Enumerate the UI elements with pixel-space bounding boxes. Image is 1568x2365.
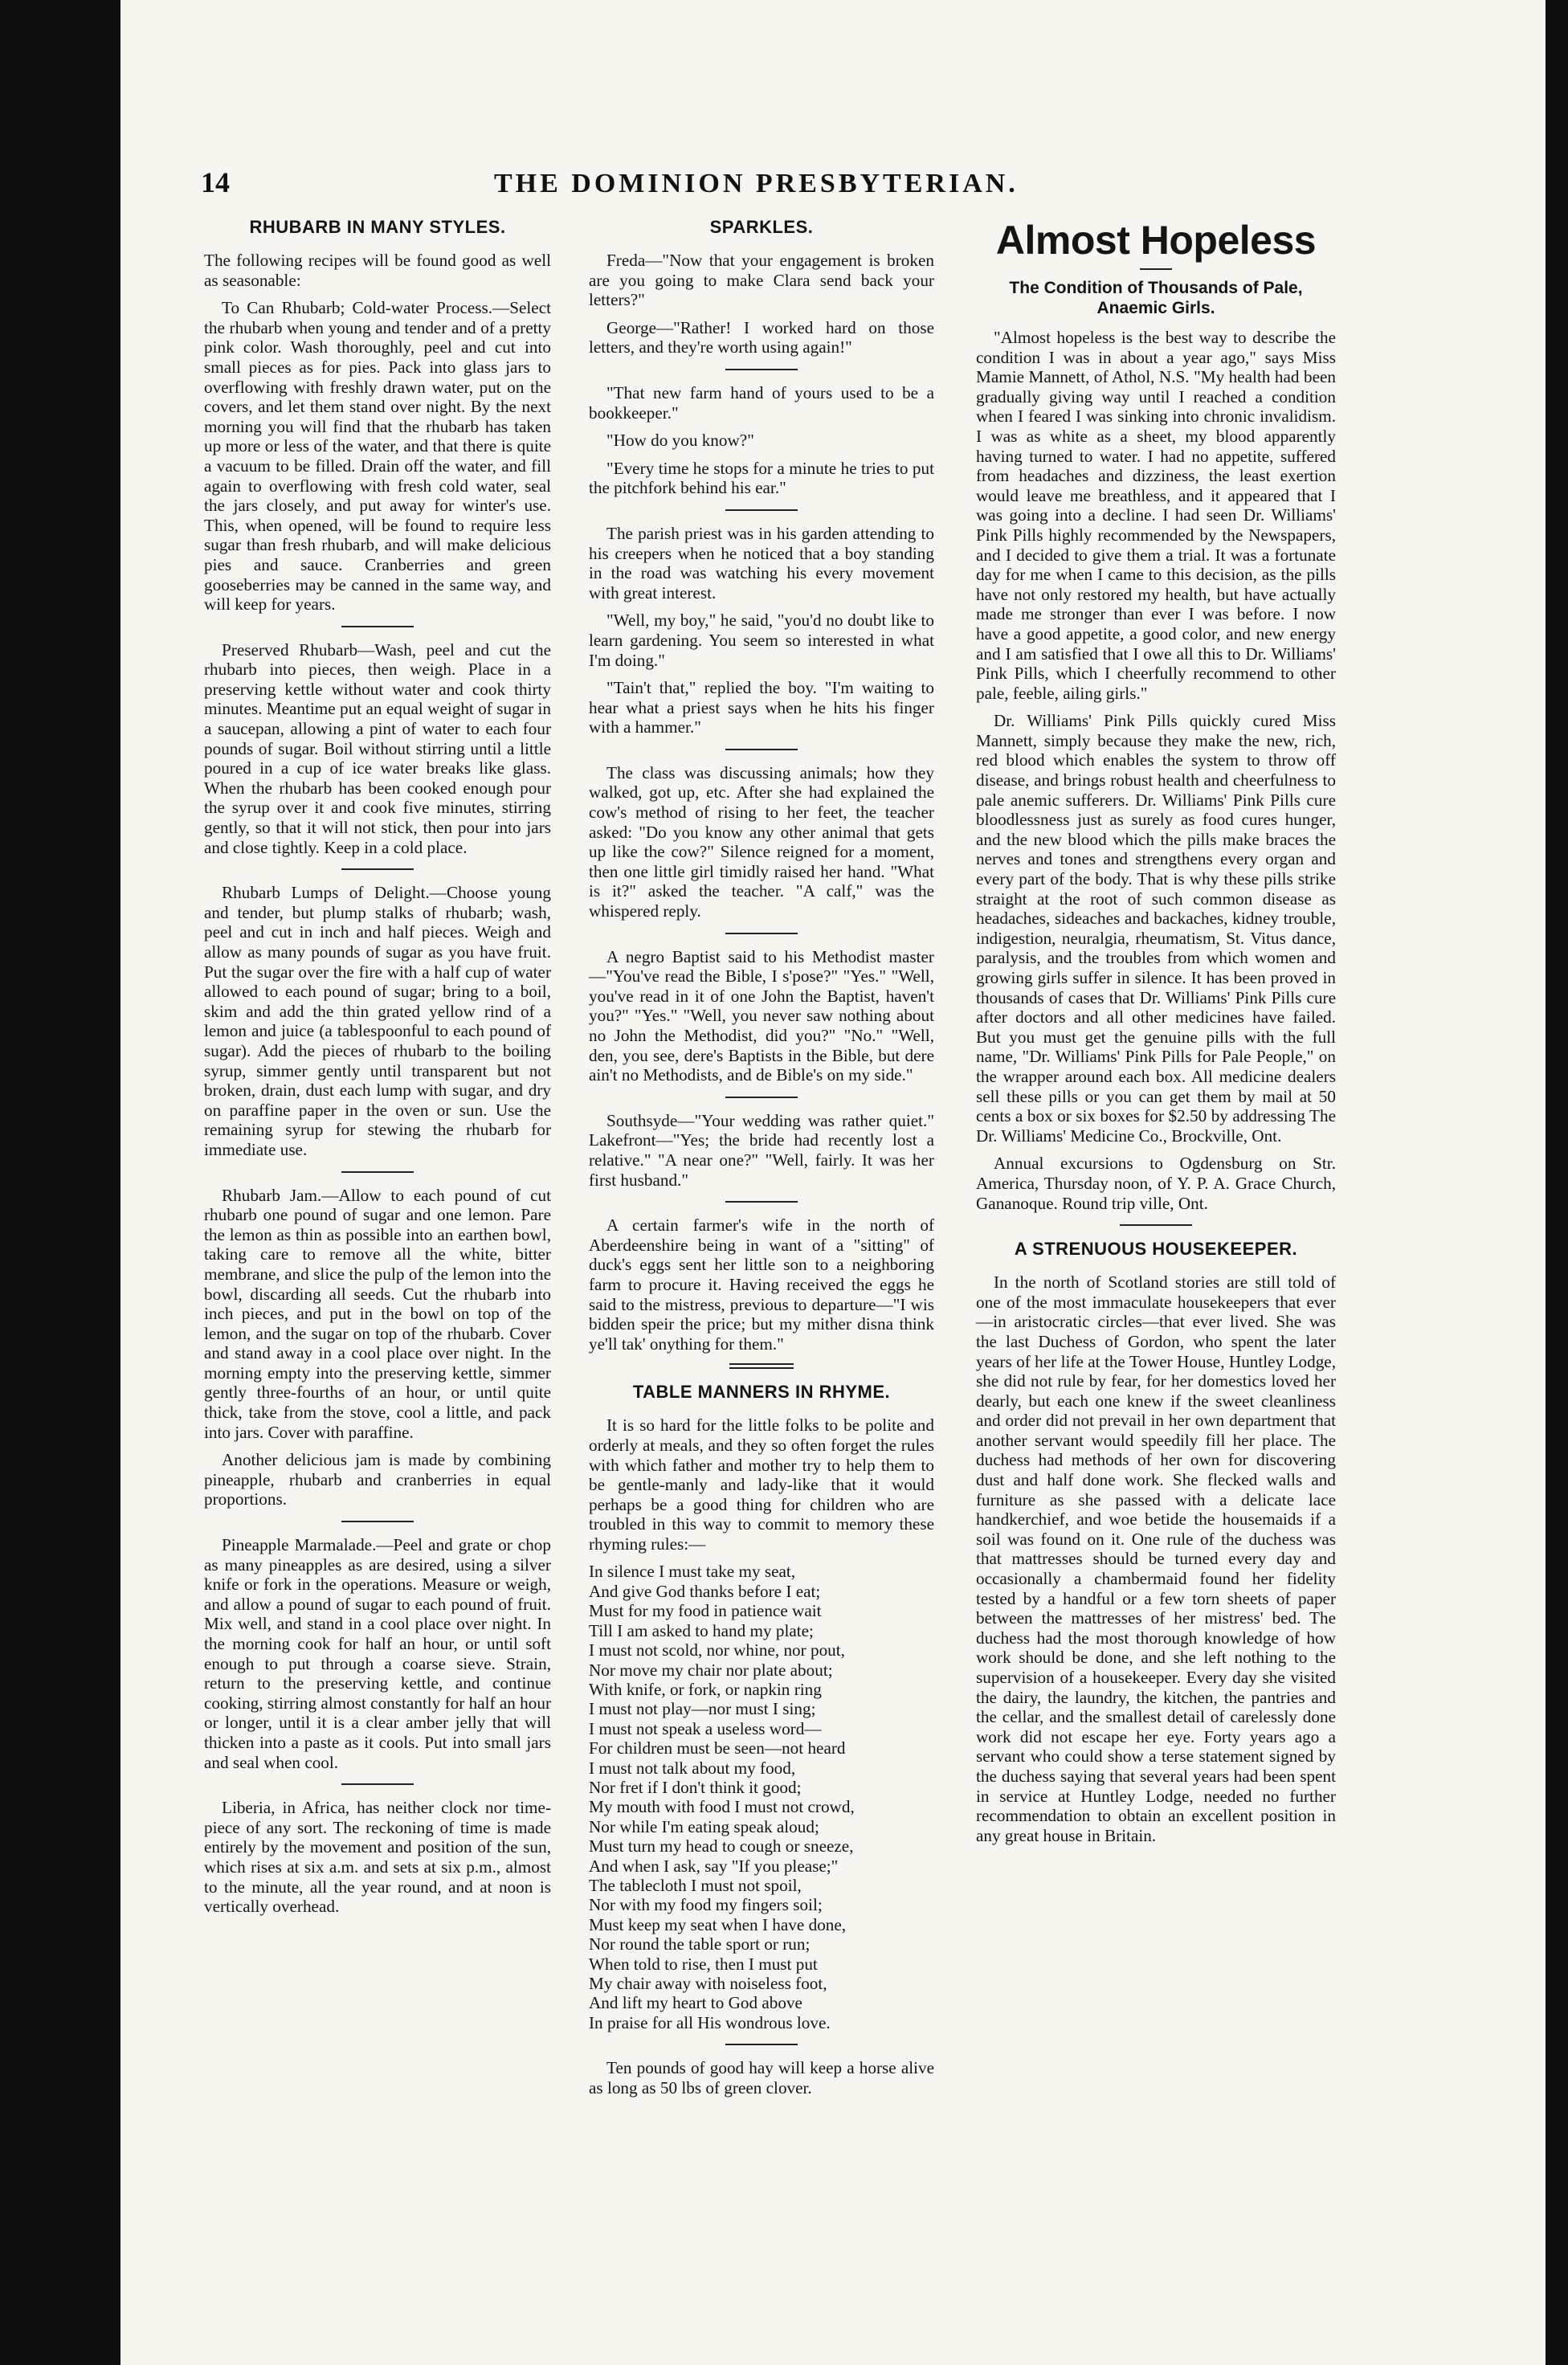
- advertisement-headline: Almost Hopeless: [995, 218, 1317, 263]
- divider: [725, 749, 798, 750]
- verse-line: Must turn my head to cough or sneeze,: [589, 1836, 854, 1856]
- verse-line: Nor round the table sport or run;: [589, 1934, 811, 1954]
- verse-line: And give God thanks before I eat;: [589, 1581, 821, 1601]
- article-title-rhubarb: RHUBARB IN MANY STYLES.: [249, 217, 506, 237]
- paragraph: The parish priest was in his garden attending to his creepers when he noticed that a boy standing in the road was watching his every movement with great interest.: [589, 523, 934, 602]
- divider: [725, 1097, 798, 1098]
- paragraph: Southsyde—"Your wedding was rather quiet." Lakefront—"Yes; the bride had recently lost a relative." "A near one?" "Well, fairly. It was her first husband.": [589, 1110, 934, 1190]
- advertisement-subhead: The Condition of Thousands of Pale, Anaemic Girls.: [1009, 279, 1303, 317]
- column-1: [204, 217, 551, 1925]
- verse-line: And when I ask, say "If you please;": [589, 1856, 839, 1876]
- divider: [725, 933, 798, 934]
- paragraph: Rhubarb Lumps of Delight.—Choose young and tender, but plump stalks of rhubarb; wash, peel and cut in inch and half pieces. Weigh and allow as many pounds of sugar as you have fruit. Put the sugar over the fire with a half cup of water allowed to each pound of sugar; bring to a boil, skim and add the thin grated yellow rind of a lemon and juice (a tablespoonful to each pound of sugar). Add the pieces of rhubarb to the boiling syrup, simmer gently until transparent but not broken, drain, dust each lump with sugar, and dry on paraffine paper in the oven or sun. Use the remaining syrup for stewing the rhubarb for immediate use.: [204, 883, 551, 1159]
- verse-line: And lift my heart to God above: [589, 1993, 802, 2013]
- page-number: 14: [201, 166, 230, 198]
- paragraph: In the north of Scotland stories are still told of one of the most immaculate housekeepers that ever—in aristocratic circles—that ever lived. She was the last Duchess of Gordon, who spent the later years of her life at the Tower House, Huntley Lodge, she did not rule by fear, for her domestics loved her dearly, but each one knew if the sweet cleanliness and order did not prevail in her own department that another servant would speedily fill her place. The duchess had methods of her own for discovering dust and half done work. She flecked walls and furniture as she passed with a delicate lace handkerchief, and woe betide the housemaids if a soil was found on it. One rule of the duchess was that mattresses should be turned every day and occasionally a chambermaid found her fidelity tested by a handful or a few torn sheets of paper between the mattresses of her mistress' bed. The duchess had the most thorough knowledge of how work should be done, and she left nothing to the supervision of a housekeeper. Every day she visited the dairy, the laundry, the kitchen, the pantries and the cellar, and the smallest detail of carelessly done work did not escape her eye. Forty years ago a servant who could show a terse statement signed by the duchess saying that several years had been spent in service at Huntley Lodge, needed no further recommendation to obtain an excellent position in any great house in Britain.: [976, 1272, 1336, 1845]
- divider: [341, 1783, 414, 1785]
- verse-line: Nor while I'm eating speak aloud;: [589, 1816, 819, 1836]
- verse-line: In silence I must take my seat,: [589, 1562, 796, 1582]
- verse-line: I must not speak a useless word—: [589, 1718, 822, 1738]
- divider: [725, 369, 798, 370]
- verse-line: I must not scold, nor whine, nor pout,: [589, 1640, 845, 1660]
- paragraph: Another delicious jam is made by combining pineapple, rhubarb and cranberries in equal proportions.: [204, 1450, 551, 1509]
- verse-line: Nor move my chair nor plate about;: [589, 1660, 833, 1680]
- divider: [725, 1201, 798, 1203]
- verse-line: When told to rise, then I must put: [589, 1954, 818, 1974]
- verse-line: The tablecloth I must not spoil,: [589, 1875, 802, 1895]
- verse-line: Nor with my food my fingers soil;: [589, 1895, 823, 1915]
- divider: [341, 626, 414, 627]
- divider: [725, 509, 798, 511]
- column-3: [976, 217, 1336, 1853]
- article-title-housekeeper: A STRENUOUS HOUSEKEEPER.: [1014, 1239, 1298, 1260]
- scan-edge: [1546, 0, 1557, 2365]
- paragraph: "How do you know?": [606, 431, 754, 451]
- article-title-sparkles: SPARKLES.: [709, 217, 814, 237]
- divider: [1140, 268, 1172, 270]
- verse-line: I must not play—nor must I sing;: [589, 1699, 816, 1719]
- divider: [341, 1171, 414, 1173]
- paragraph: The following recipes will be found good as well as seasonable:: [204, 251, 551, 290]
- double-divider: [729, 1363, 794, 1369]
- verse-line: In praise for all His wondrous love.: [589, 2012, 831, 2032]
- masthead: THE DOMINION PRESBYTERIAN.: [494, 169, 1019, 198]
- paragraph: A negro Baptist said to his Methodist master—"You've read the Bible, I s'pose?" "Yes." "Well, you've read in it of one John the Baptist, haven't you?" "Yes." "Well, you never saw nothing about no John the Methodist, did you?" "No." "Well, den, you see, dere's Baptists in the Bible, but dere ain't no Methodists, and de Bible's on my side.": [589, 946, 934, 1085]
- verse-line: Nor fret if I don't think it good;: [589, 1777, 802, 1797]
- verse-line: Must for my food in patience wait: [589, 1601, 822, 1621]
- paragraph: To Can Rhubarb; Cold-water Process.—Select the rhubarb when young and tender and of a pretty pink color. Wash thoroughly, peel and cut into small pieces as for pies. Pack into glass jars to overflowing with freshly drawn water, put on the covers, and let them stand over night. By the next morning you will find that the rhubarb has taken up more or less of the water, and that there is quite a vacuum to be filled. Drain off the water, and fill again to overflowing with fresh cold water, seal the jars closely, and put away for winter's use. This, when opened, will be found to require less sugar than fresh rhubarb, and will make delicious pies and sauce. Cranberries and green gooseberries may be canned in the same way, and will keep for years.: [204, 298, 551, 615]
- paragraph: Rhubarb Jam.—Allow to each pound of cut rhubarb one pound of sugar and one lemon. Pare the lemon as thin as possible into an earthen bowl, taking care to remove all the white, bitter membrane, and slice the pulp of the lemon into the bowl, discarding all seeds. Cut the rhubarb into inch pieces, and put in the bowl on top of the lemon, and the sugar on top of the rhubarb. Cover and stand away in a cool place over night. In the morning empty into the preserving kettle, simmer gently three-fourths of an hour, or until quite thick, take from the stove, cool a little, and pack into jars. Cover with paraffine.: [204, 1185, 551, 1442]
- paragraph: Annual excursions to Ogdensburg on Str. America, Thursday noon, of Y. P. A. Grace Church, Gananoque. Round trip ville, Ont.: [976, 1154, 1336, 1213]
- divider: [1120, 1224, 1192, 1226]
- newspaper-page: [120, 0, 1557, 2365]
- page-header: [201, 165, 1382, 207]
- paragraph: George—"Rather! I worked hard on those letters, and they're worth using again!": [589, 317, 934, 357]
- article-title-table-manners: TABLE MANNERS IN RHYME.: [632, 1382, 891, 1403]
- paragraph: "Well, my boy," he said, "you'd no doubt like to learn gardening. You seem so interested in what I'm doing.": [589, 611, 934, 670]
- verse-line: I must not talk about my food,: [589, 1758, 796, 1778]
- divider: [341, 868, 414, 870]
- paragraph: "Tain't that," replied the boy. "I'm waiting to hear what a priest says when he hits his finger with a hammer.": [589, 678, 934, 737]
- paragraph: "Every time he stops for a minute he tries to put the pitchfork behind his ear.": [589, 458, 934, 498]
- verse-line: My mouth with food I must not crowd,: [589, 1797, 855, 1817]
- paragraph: Ten pounds of good hay will keep a horse alive as long as 50 lbs of green clover.: [589, 2058, 934, 2097]
- paragraph: "That new farm hand of yours used to be a bookkeeper.": [589, 382, 934, 423]
- paragraph: Liberia, in Africa, has neither clock nor time-piece of any sort. The reckoning of time is made entirely by the movement and position of the sun, which rises at six a.m. and sets at six p.m., almost to the minute, all the year round, and at noon is vertically overhead.: [204, 1798, 551, 1917]
- paragraph: Dr. Williams' Pink Pills quickly cured Miss Mannett, simply because they make the new, rich, red blood which enables the system to throw off disease, and brings robust health and cheerfulness to pale anemic sufferers. Dr. Williams' Pink Pills cure bloodlessness just as surely as food cures hunger, and the new blood which the pills make braces the nerves and tones and strengthens every organ and every part of the body. That is why these pills strike straight at the root of such common disease as headaches, sideaches and backaches, kidney trouble, indigestion, neuralgia, rheumatism, St. Vitus dance, paralysis, and the troubles from which women and growing girls suffer in silence. It has been proved in thousands of cases that Dr. Williams' Pink Pills cure after doctors and all other medicines have failed. But you must get the genuine pills with the full name, "Dr. Williams' Pink Pills for Pale People," on the wrapper around each box. All medicine dealers sell these pills or you can get them by mail at 50 cents a box or six boxes for $2.50 by addressing The Dr. Williams' Medicine Co., Brockville, Ont.: [976, 711, 1336, 1146]
- verse-line: Must keep my seat when I have done,: [589, 1914, 847, 1934]
- paragraph: Pineapple Marmalade.—Peel and grate or chop as many pineapples as are desired, using a silver knife or fork in the operations. Measure or weigh, and allow a pound of sugar to each pound of fruit. Mix well, and stand in a cool place over night. In the morning cook for half an hour, or until soft enough to put through a coarse sieve. Strain, return to the preserving kettle, and continue cooking, stirring almost constantly for half an hour or longer, until it is a clear amber jelly that will thicken into a paste as it cools. Put into small jars and seal when cool.: [204, 1535, 551, 1772]
- paragraph: The class was discussing animals; how they walked, got up, etc. After she had explained the cow's method of rising to her feet, the teacher asked: "Do you know any other animal that gets up like the cow?" Silence reigned for a moment, then one little girl timidly raised her hand. "What is it?" asked the teacher. "A calf," was the whispered reply.: [589, 762, 934, 921]
- verse-line: My chair away with noiseless foot,: [589, 1974, 827, 1993]
- divider: [341, 1521, 414, 1522]
- column-2: [589, 217, 934, 2106]
- verse-line: For children must be seen—not heard: [589, 1738, 846, 1758]
- paragraph: It is so hard for the little folks to be polite and orderly at meals, and they so often forget the rules with which father and mother try to help them to be gentle-manly and lady-like that it would perhaps be a good thing for children who are troubled in this way to commit to memory these rhyming rules:—: [589, 1415, 934, 1554]
- paragraph: Freda—"Now that your engagement is broken are you going to make Clara send back your letters?": [589, 251, 934, 310]
- divider: [725, 2044, 798, 2045]
- rhyme-verse: [589, 1562, 934, 2032]
- paragraph: A certain farmer's wife in the north of Aberdeenshire being in want of a "sitting" of duck's eggs sent her little son to a neighboring farm to procure it. Having received the eggs he said to the mistress, previous to departure—"I wis bidden speir the price; but my mither disna think ye'll tak' onything for them.": [589, 1215, 934, 1354]
- paragraph: "Almost hopeless is the best way to describe the condition I was in about a year ago," says Miss Mamie Mannett, of Athol, N.S. "My health had been gradually giving way until I reached a condition when I feared I was sinking into chronic invalidism. I was as white as a sheet, my blood apparently having turned to water. I had no appetite, suffered from headaches and dizziness, the least exertion would leave me breathless, and it appeared that I was going into a decline. I had seen Dr. Williams' Pink Pills highly recommended by the Newspapers, and I decided to give them a trial. It was a fortunate day for me when I came to this decision, as the pills have not only restored my health, but have actually made me stronger than ever I was before. I now have a good appetite, a good color, and new energy and I am satisfied that I owe all this to Dr. Williams' Pink Pills, which I cheerfully recommend to other pale, feeble, ailing girls.": [976, 328, 1336, 703]
- verse-line: Till I am asked to hand my plate;: [589, 1620, 814, 1640]
- verse-line: With knife, or fork, or napkin ring: [589, 1679, 822, 1699]
- paragraph: Preserved Rhubarb—Wash, peel and cut the rhubarb into pieces, then weigh. Place in a preserving kettle without water and cook thirty minutes. Meantime put an equal weight of sugar in a saucepan, allowing a pint of water to each four pounds of sugar. Boil without stirring until a little poured in a cup of ice water breaks like glass. When the rhubarb has been cooked enough pour the syrup over it and cook five minutes, stirring gently, so that it will not stick, then pour into jars and close tightly. Keep in a cold place.: [204, 639, 551, 857]
